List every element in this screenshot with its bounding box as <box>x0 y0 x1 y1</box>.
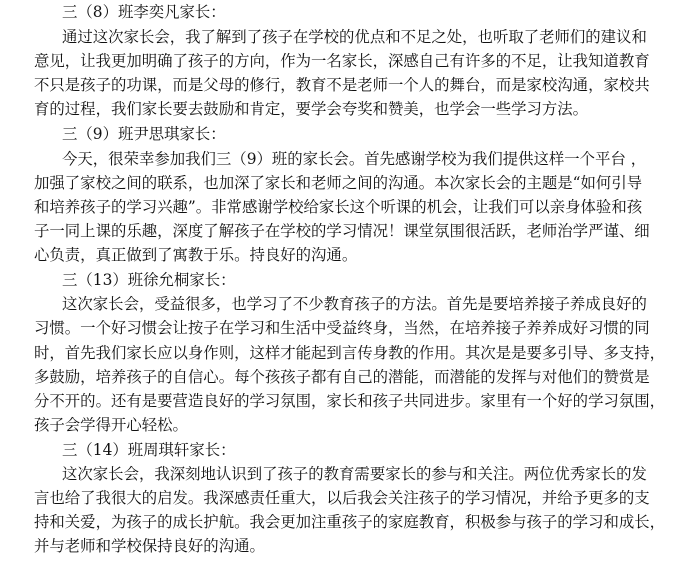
paragraph-line: 时，首先我们家长应以身作则，这样才能起到言传身教的作用。其次是是要多引导、多支持， <box>34 344 666 362</box>
paragraph-line: 多鼓励，培养孩子的自信心。每个孩孩子都有自己的潜能，而潜能的发挥与对他们的赞赏是 <box>34 368 650 386</box>
paragraph-line: 子一同上课的乐趣，深度了解孩子在学校的学习情况！课堂氛围很活跃，老师治学严谨、细 <box>34 222 650 240</box>
paragraph-line: 通过这次家长会，我了解到了孩子在学校的优点和不足之处，也听取了老师们的建议和 <box>62 28 647 46</box>
paragraph-line: 言也给了我很大的启发。我深感责任重大，以后我会关注孩子的学习情况，并给予更多的支 <box>34 489 650 507</box>
paragraph-line: 心负责，真正做到了寓教于乐。持良好的沟通。 <box>34 246 358 264</box>
paragraph-line: 意见，让我更加明确了孩子的方向，作为一名家长，深感自己有许多的不足，让我知道教育 <box>34 52 650 70</box>
paragraph-line: 今天，很荣幸参加我们三（9）班的家长会。首先感谢学校为我们提供这样一个平台 ， <box>62 150 647 168</box>
paragraph-line: 加强了家校之间的联系，也加深了家长和老师之间的沟通。本次家长会的主题是“如何引导 <box>34 174 643 192</box>
paragraph-line: 并与老师和学校保持良好的沟通。 <box>34 537 265 555</box>
paragraph-line: 这次家长会，受益很多，也学习了不少教育孩子的方法。首先是要培养接子养成良好的 <box>62 295 647 313</box>
paragraph-line: 习惯。一个好习惯会让按子在学习和生活中受益终身，当然，在培养接子养养成好习惯的同 <box>34 319 650 337</box>
paragraph-line: 和培养孩子的学习兴趣”。非常感谢学校给家长这个听课的机会，让我们可以亲身体验和孩 <box>34 198 643 216</box>
paragraph-line: 这次家长会，我深刻地认识到了孩子的教育需要家长的参与和关注。两位优秀家长的发 <box>62 465 647 483</box>
paragraph-line: 分不开的。还有是要营造良好的学习氛围，家长和孩子共同进步。家里有一个好的学习氛围， <box>34 392 666 410</box>
paragraph-line: 育的过程，我们家长要去鼓励和肯定，要学会夸奖和赞美，也学会一些学习方法。 <box>34 100 589 118</box>
paragraph-line: 持和关爱，为孩子的成长护航。我会更加注重孩子的家庭教育，积极参与孩子的学习和成长， <box>34 513 666 531</box>
paragraph-line: 不只是孩子的功课，而是父母的修行，教育不是老师一个人的舞台，而是家校沟通，家校共 <box>34 76 650 94</box>
paragraph-line: 孩子会学得开心轻松。 <box>34 416 188 434</box>
section-heading: 三（9）班尹思琪家长： <box>62 125 226 143</box>
section-heading: 三（13）班徐允桐家长： <box>62 271 236 289</box>
section-heading: 三（14）班周琪轩家长： <box>62 441 236 459</box>
section-heading: 三（8）班李奕凡家长： <box>62 3 226 21</box>
